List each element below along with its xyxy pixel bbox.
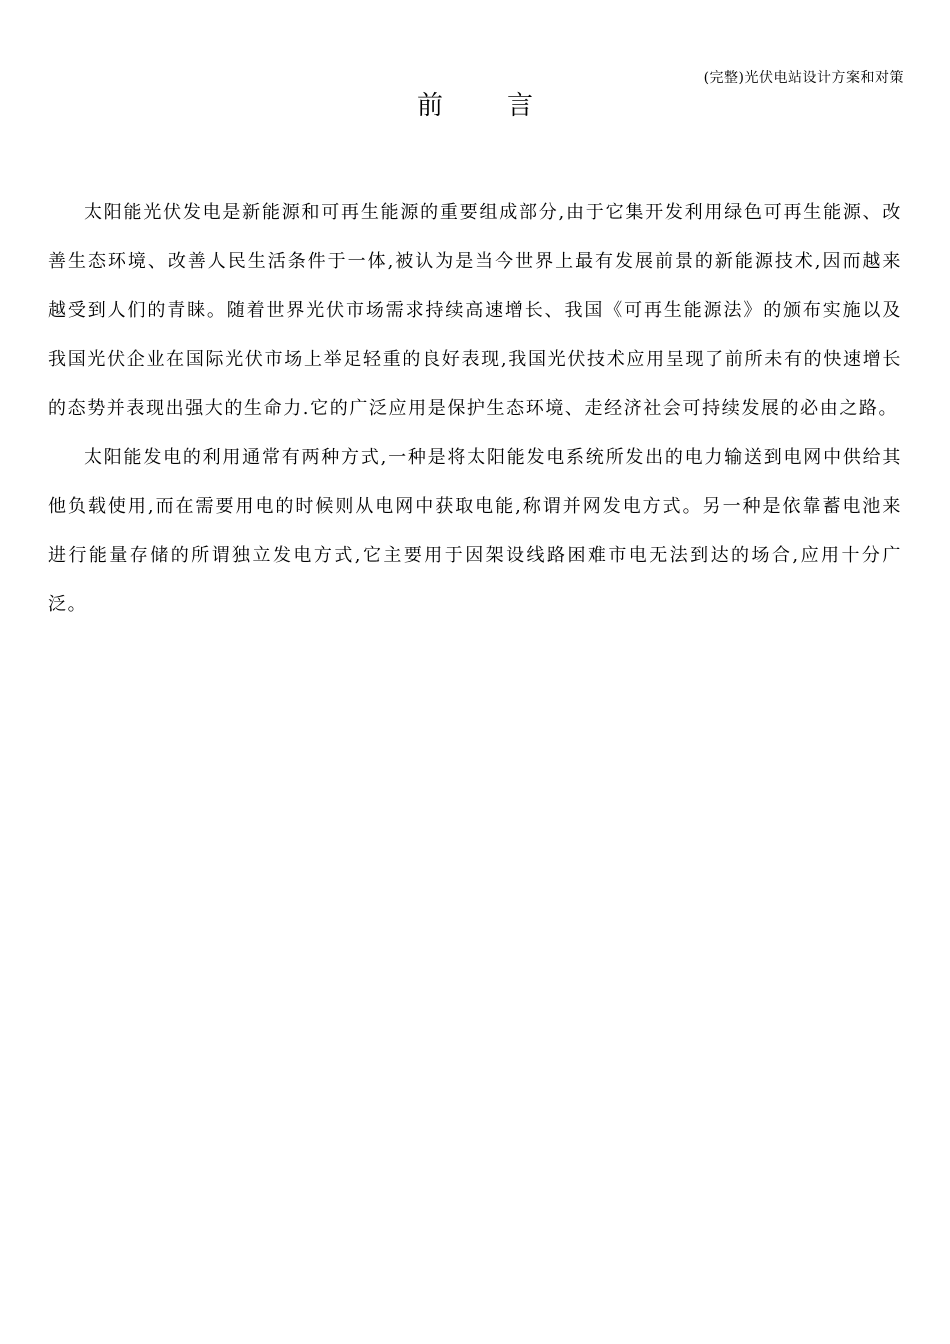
- page-title-part-2: 言: [507, 91, 534, 121]
- document-body: [48, 188, 902, 629]
- page-title: [0, 86, 950, 126]
- paragraph-1: 太阳能光伏发电是新能源和可再生能源的重要组成部分,由于它集开发利用绿色可再生能源、改善生态环境、改善人民生活条件于一体,被认为是当今世界上最有发展前景的新能源技术,因而越来越受到人们的青睐。随着世界光伏市场需求持续高速增长、我国《可再生能源法》的颁布实施以及我国光伏企业在国际光伏市场上举足轻重的良好表现,我国光伏技术应用呈现了前所未有的快速增长的态势并表现出强大的生命力.它的广泛应用是保护生态环境、走经济社会可持续发展的必由之路。: [48, 202, 902, 419]
- running-header: (完整)光伏电站设计方案和对策: [703, 70, 904, 86]
- paragraph-2: 太阳能发电的利用通常有两种方式,一种是将太阳能发电系统所发出的电力输送到电网中供给其他负载使用,而在需要用电的时候则从电网中获取电能,称谓并网发电方式。另一种是依靠蓄电池来进行能量存储的所谓独立发电方式,它主要用于因架设线路困难市电无法到达的场合,应用十分广泛。: [48, 447, 902, 615]
- page-title-part-1: 前: [416, 91, 443, 121]
